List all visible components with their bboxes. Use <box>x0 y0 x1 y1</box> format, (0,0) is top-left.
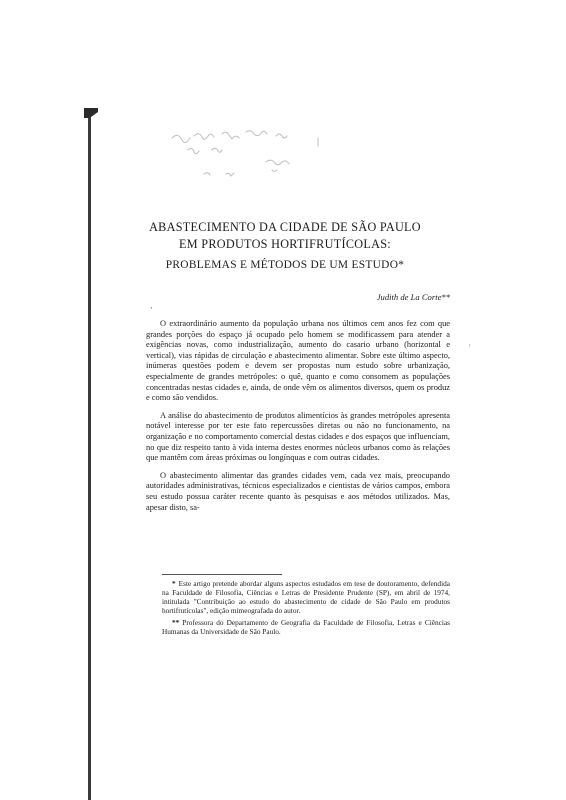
margin-mark: ' <box>469 343 471 352</box>
margin-mark: ‚ <box>150 301 153 310</box>
footnote-2 <box>162 618 450 636</box>
article-title <box>120 219 450 253</box>
scan-corner-mark <box>84 108 98 118</box>
footnote-mark: * <box>172 579 176 588</box>
author-byline: Judith de La Corte** <box>376 292 450 302</box>
footnote-mark: ** <box>172 618 180 628</box>
scan-edge <box>88 112 91 800</box>
article-body <box>146 319 450 520</box>
footnote-text: Este artigo pretende abordar alguns aspectos estudados em tese de doutoramento, defendida na Faculdade de Filosofia, Ciências e Letras de Presidente Prudente (SP), em abril de 1974, intitulada "Contribuição ao estudo do abastecimento de cidade de São Paulo em produtos hortifrutícolas", edição mimeografada do autor. <box>162 579 450 616</box>
article-subtitle: PROBLEMAS E MÉTODOS DE UM ESTUDO* <box>165 259 405 271</box>
handwritten-pencil-note <box>168 128 338 190</box>
footnote-1 <box>162 579 450 615</box>
body-paragraph-3: O abastecimento alimentar das grandes cidades vem, cada vez mais, preocupando autoridades administrativas, técnicos especializados e cientistas de vários campos, embora seu estudo possua caráter recente quanto às pesquisas e aos métodos utilizados. Mas, apesar disto, sa- <box>146 470 450 512</box>
footnote-divider <box>162 574 282 575</box>
footnotes <box>162 579 450 640</box>
body-paragraph-2: A análise do abastecimento de produtos alimentícios às grandes metrópoles apresenta notável interesse por ter este fato repercussões diretas ou não no funcionamento, na organização e no comportamento comercial destas cidades e dos espaços que influenciam, no que diz respeito tanto à vida interna destes enormes núcleos urbanos como às relações que mantêm com áreas próximas ou longínquas e com outras cidades. <box>146 410 450 463</box>
title-line-1: ABASTECIMENTO DA CIDADE DE SÃO PAULO <box>149 220 421 234</box>
body-paragraph-1: O extraordinário aumento da população urbana nos últimos cem anos fez com que grandes porções do espaço já ocupado pelo homem se modificassem para atender a exigências novas, como industrialização, aumento do casario urbano (horizontal e vertical), vias rápidas de circulação e abastecimento alimentar. Sobre este último aspecto, inúmeras questões podem e devem ser propostas num estudo sobre urbanização, especialmente de grandes metrópoles: o quê, quanto e como consomem as populações concentradas nestas cidades e, ainda, de onde vêm os alimentos diversos, quem os produz e como são vendidos. <box>146 319 450 403</box>
title-line-2: EM PRODUTOS HORTIFRUTÍCOLAS: <box>179 237 391 251</box>
footnote-text: Professora do Departamento de Geografia da Faculdade de Filosofia, Letras e Ciências Humanas da Universidade de São Paulo. <box>162 618 450 637</box>
